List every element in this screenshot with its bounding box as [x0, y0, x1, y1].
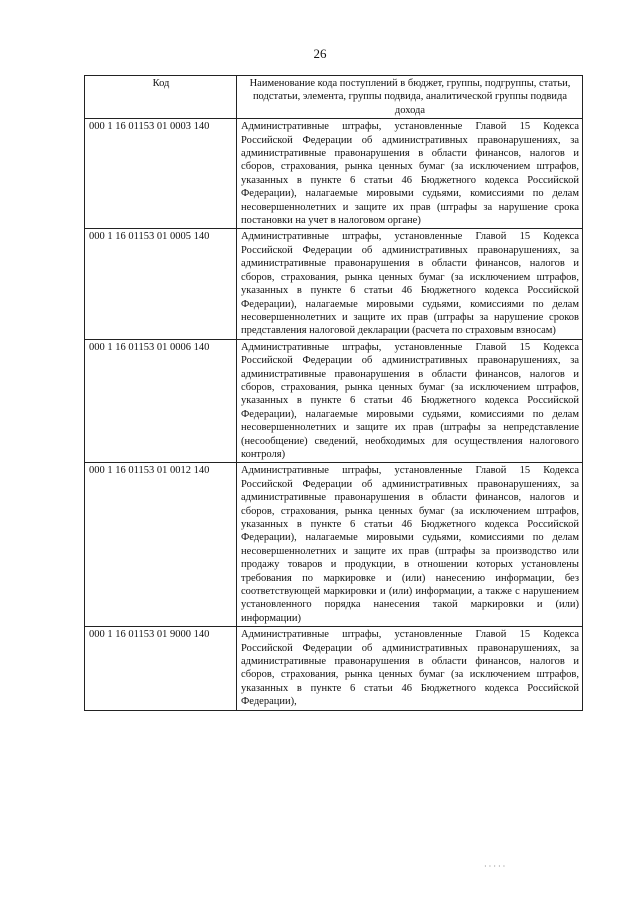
description-cell: Административные штрафы, установленные Главой 15 Кодекса Российской Федерации об административных правонарушениях, за административные правонарушения в области финансов, налогов и сборов, страхования, рынка ценных бумаг (за исключением штрафов, указанных в пункте 6 статьи 46 Бюджетного кодекса Российской Федерации),: [237, 627, 583, 710]
code-cell: 000 1 16 01153 01 0003 140: [85, 119, 237, 229]
description-cell: Административные штрафы, установленные Главой 15 Кодекса Российской Федерации об административных правонарушениях, за административные правонарушения в области финансов, налогов и сборов, страхования, рынка ценных бумаг (за исключением штрафов, указанных в пункте 6 статьи 46 Бюджетного кодекса Российской Федерации), налагаемые мировыми судьями, комиссиями по делам несовершеннолетних и защите их прав (штрафы за нарушение сроков представления налоговой декларации (расчета по страховым взносам): [237, 229, 583, 339]
table-row: [85, 627, 583, 710]
scan-speckle: ·····: [484, 862, 508, 871]
code-cell: 000 1 16 01153 01 0006 140: [85, 339, 237, 463]
table-row: [85, 463, 583, 627]
table-row: [85, 119, 583, 229]
description-cell: Административные штрафы, установленные Главой 15 Кодекса Российской Федерации об административных правонарушениях, за административные правонарушения в области финансов, налогов и сборов, страхования, рынка ценных бумаг (за исключением штрафов, указанных в пункте 6 статьи 46 Бюджетного кодекса Российской Федерации), налагаемые мировыми судьями, комиссиями по делам несовершеннолетних и защите их прав (штрафы за производство или продажу товаров и продукции, в отношении которых установлены требования по маркировке и (или) нанесению информации, без соответствующей маркировки и (или) информации, а также с нарушением установленного порядка нанесения такой маркировки и (или) информации): [237, 463, 583, 627]
code-cell: 000 1 16 01153 01 9000 140: [85, 627, 237, 710]
code-cell: 000 1 16 01153 01 0005 140: [85, 229, 237, 339]
page-number: 26: [313, 46, 327, 61]
revenue-codes-table: [84, 75, 583, 711]
table-row: [85, 339, 583, 463]
code-cell: 000 1 16 01153 01 0012 140: [85, 463, 237, 627]
description-cell: Административные штрафы, установленные Главой 15 Кодекса Российской Федерации об административных правонарушениях, за административные правонарушения в области финансов, налогов и сборов, страхования, рынка ценных бумаг (за исключением штрафов, указанных в пункте 6 статьи 46 Бюджетного кодекса Российской Федерации), налагаемые мировыми судьями, комиссиями по делам несовершеннолетних и защите их прав (штрафы за нарушение срока постановки на учет в налоговом органе): [237, 119, 583, 229]
column-header-code: Код: [85, 76, 237, 119]
column-header-name: Наименование кода поступлений в бюджет, группы, подгруппы, статьи, подстатьи, элемента, группы подвида, аналитической группы подвида дохода: [237, 76, 583, 119]
table-header-row: [85, 76, 583, 119]
description-cell: Административные штрафы, установленные Главой 15 Кодекса Российской Федерации об административных правонарушениях, за административные правонарушения в области финансов, налогов и сборов, страхования, рынка ценных бумаг (за исключением штрафов, указанных в пункте 6 статьи 46 Бюджетного кодекса Российской Федерации), налагаемые мировыми судьями, комиссиями по делам несовершеннолетних и защите их прав (штрафы за непредставление (несообщение) сведений, необходимых для осуществления налогового контроля): [237, 339, 583, 463]
table-row: [85, 229, 583, 339]
